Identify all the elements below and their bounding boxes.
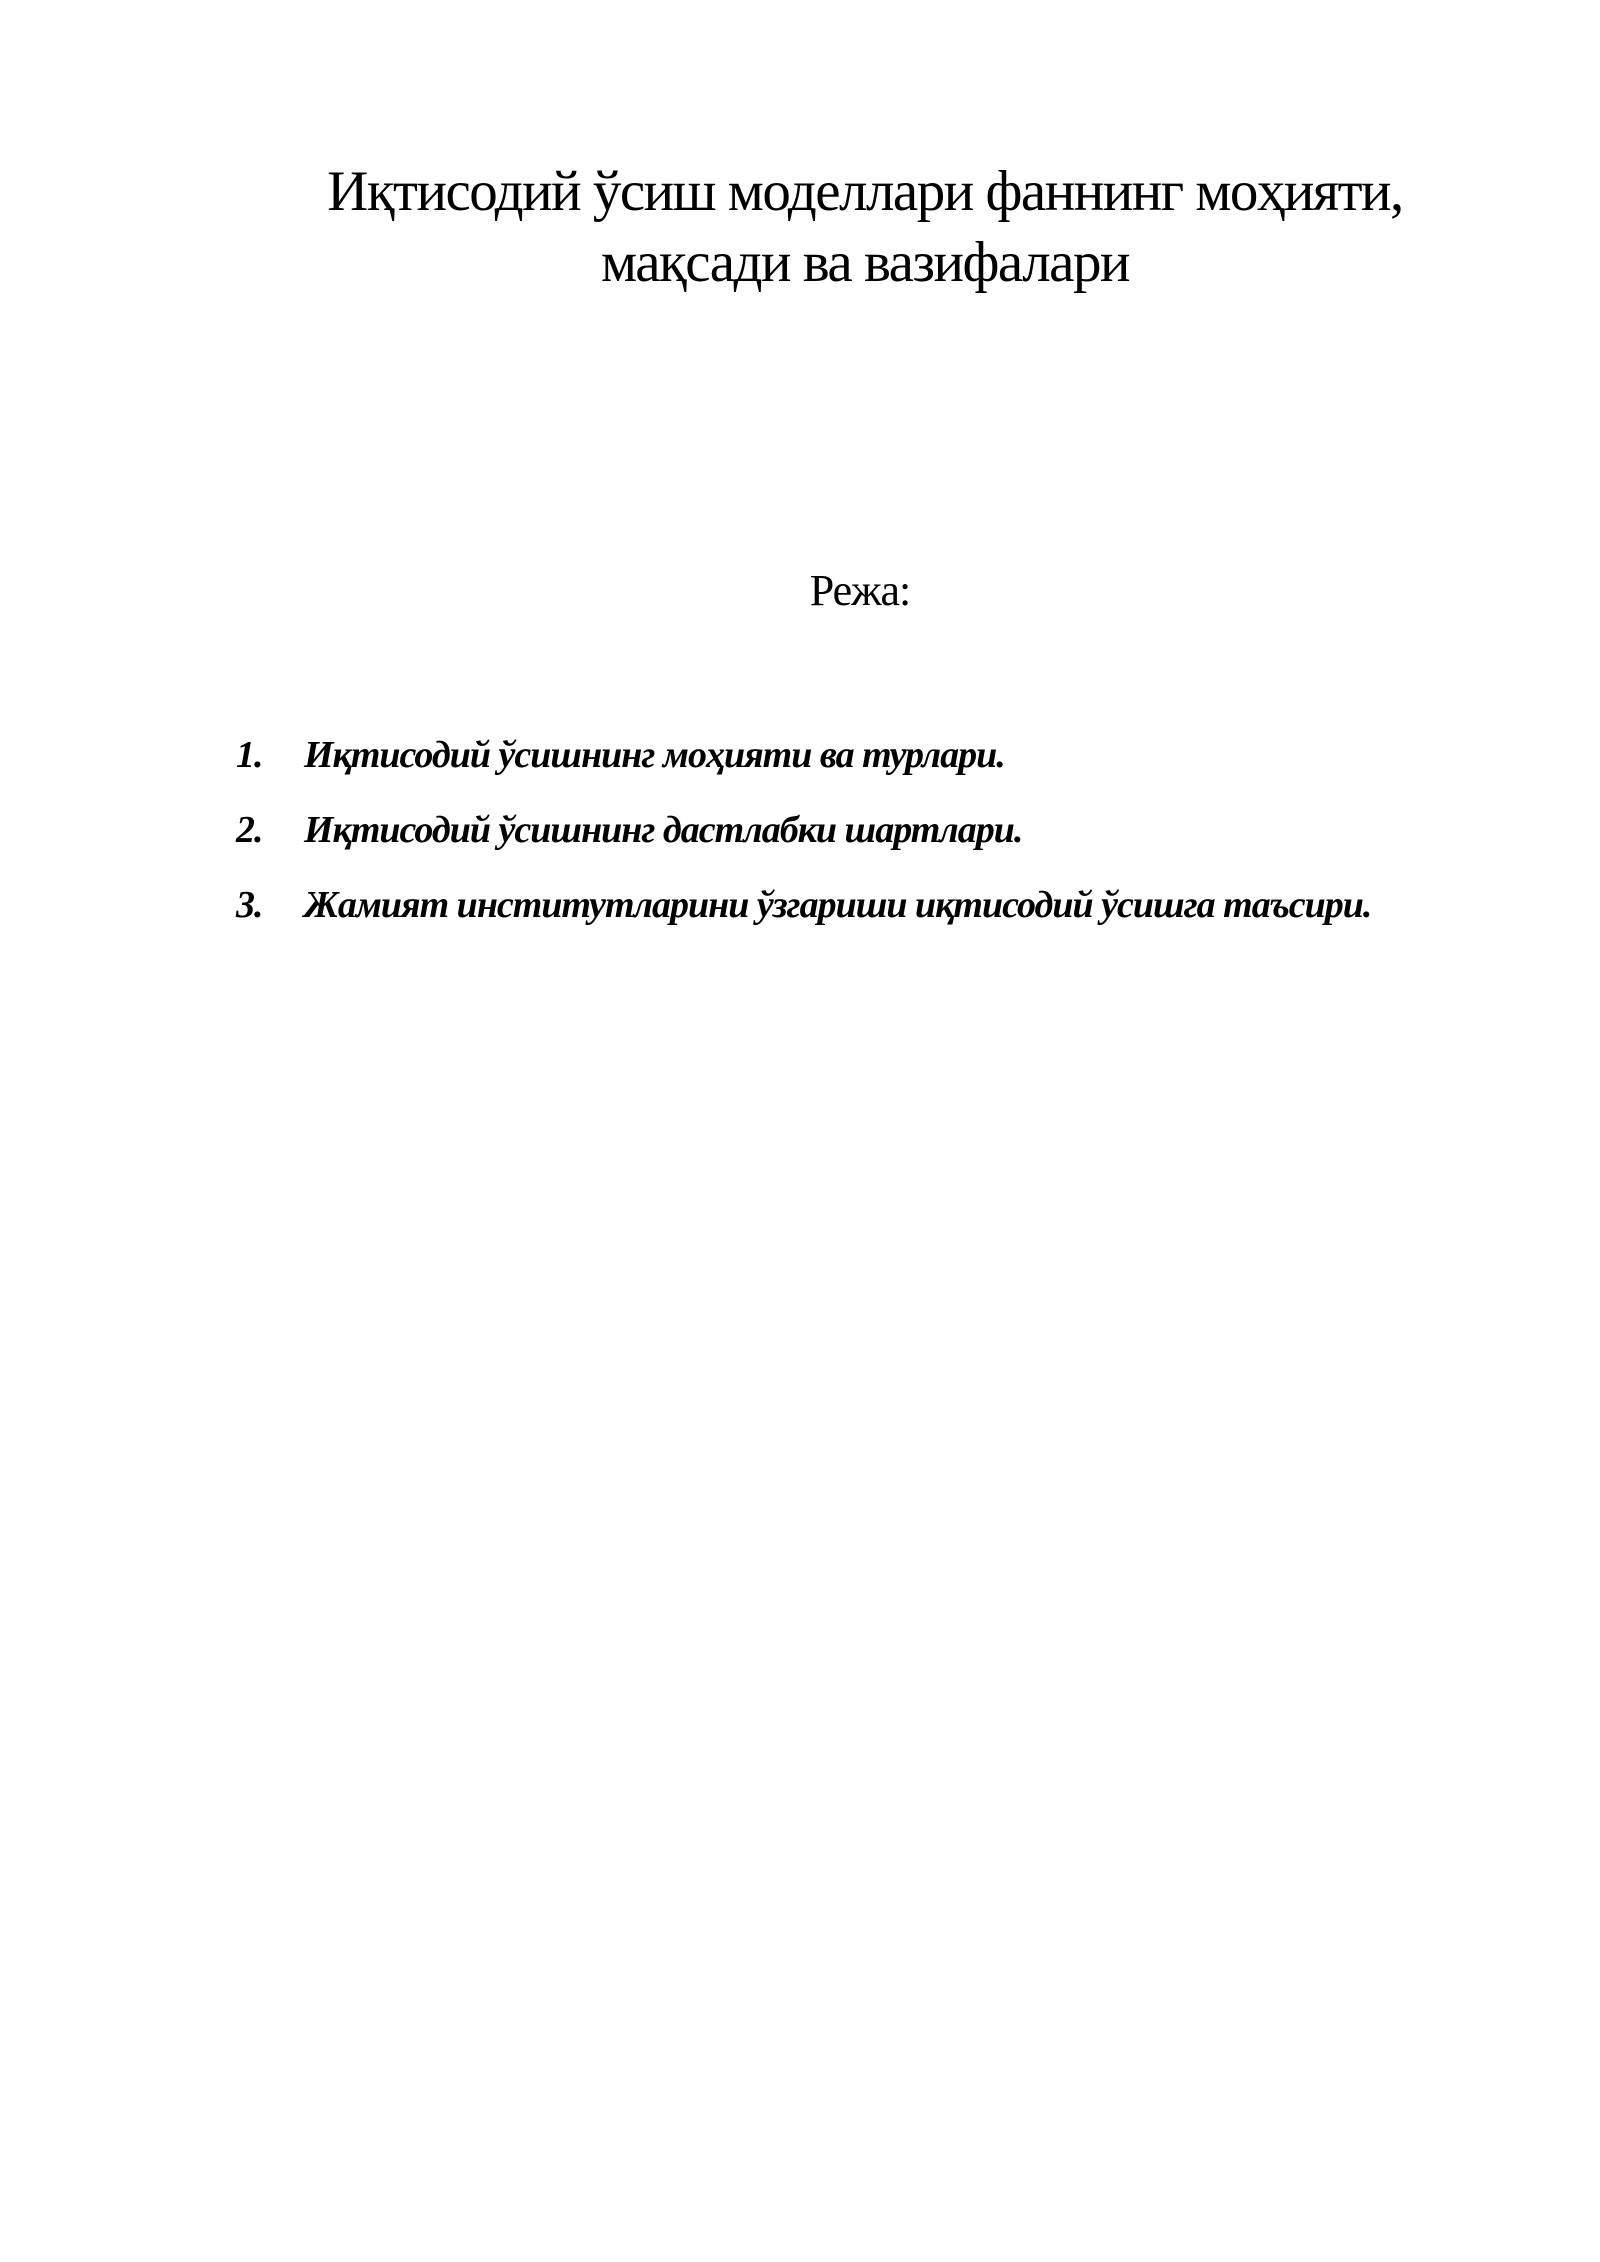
title-line-1: Иқтисодий ўсиш моделлари фаннинг моҳияти, bbox=[327, 160, 1403, 223]
plan-item-text: Жамият институтларини ўзгариши иқтисодий ўсишга таъсири. bbox=[304, 884, 1372, 926]
plan-item bbox=[236, 793, 1386, 868]
plan-heading: Режа: bbox=[809, 566, 911, 615]
plan-item-text: Иқтисодий ўсишнинг моҳияти ва турлари. bbox=[304, 734, 1005, 776]
document-title bbox=[300, 156, 1430, 298]
plan-item-number: 3. bbox=[236, 884, 263, 926]
plan-item bbox=[236, 868, 1386, 943]
plan-item-text: Иқтисодий ўсишнинг дастлабки шартлари. bbox=[304, 809, 1023, 851]
title-line-2: мақсади ва вазифалари bbox=[601, 231, 1129, 294]
plan-list bbox=[236, 718, 1386, 943]
plan-item bbox=[236, 718, 1386, 793]
plan-item-number: 2. bbox=[236, 809, 263, 851]
plan-item-number: 1. bbox=[236, 734, 263, 776]
